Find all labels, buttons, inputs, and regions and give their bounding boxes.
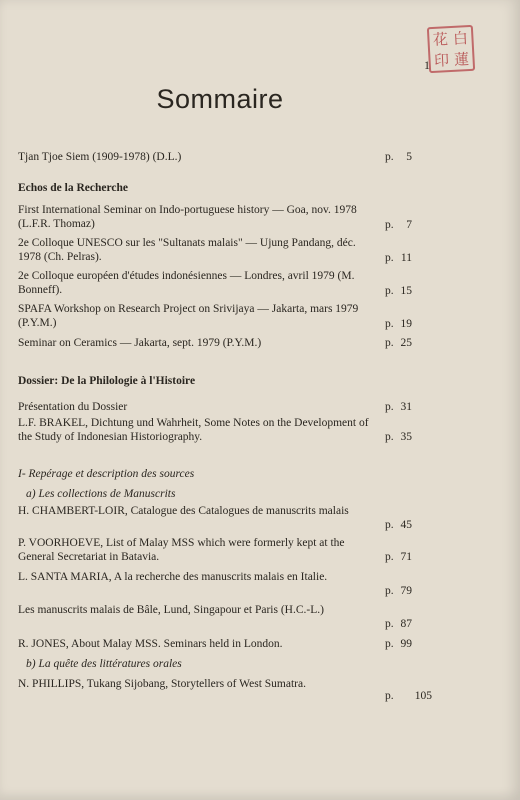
toc-entry-voorhoeve: P. VOORHOEVE, List of Malay MSS which were formerly kept at the General Secretariat in Batavia.: [18, 537, 345, 563]
page-title: Sommaire: [156, 84, 284, 114]
toc-entry-santa-maria: L. SANTA MARIA, A la recherche des manuscrits malais en Italie.: [18, 571, 328, 583]
page-ref: 35: [400, 431, 412, 443]
section-heading-dossier: Dossier: De la Philologie à l'Histoire: [18, 375, 196, 387]
page-ref: 31: [400, 401, 412, 413]
toc-entry-bale-lund: Les manuscrits malais de Bâle, Lund, Singapour et Paris (H.C.-L.): [18, 604, 324, 616]
page-prefix: p.: [385, 519, 394, 531]
page-prefix: p.: [385, 551, 394, 563]
page-prefix: p.: [385, 401, 394, 413]
page-prefix: p.: [385, 219, 394, 231]
page-prefix: p.: [385, 151, 394, 163]
page-prefix: p.: [385, 252, 394, 264]
toc-entry-ceramics-seminar: Seminar on Ceramics — Jakarta, sept. 1979 (P.Y.M.): [18, 337, 262, 349]
toc-entry-phillips: N. PHILLIPS, Tukang Sijobang, Storytellers of West Sumatra.: [18, 678, 306, 690]
page-ref: 25: [400, 337, 412, 349]
stamp-char: 蓮: [453, 49, 470, 69]
toc-entry-unesco-colloque: 2e Colloque UNESCO sur les "Sultanats malais" — Ujung Pandang, déc. 1978 (Ch. Pelras).: [18, 237, 356, 263]
page-prefix: p.: [385, 690, 394, 702]
page-ref: 7: [406, 219, 412, 231]
stamp-char: 花: [432, 29, 449, 49]
page-ref: 45: [400, 519, 412, 531]
subsection-heading-manuscrits: a) Les collections de Manuscrits: [26, 488, 176, 500]
subsection-heading-orales: b) La quête des littératures orales: [26, 658, 182, 670]
page-ref: 105: [414, 690, 432, 702]
toc-entry-tjan-tjoe-siem: Tjan Tjoe Siem (1909-1978) (D.L.): [18, 151, 182, 163]
seal-stamp: [427, 25, 475, 73]
page-ref: 79: [400, 585, 412, 597]
stamp-char: 白: [452, 28, 469, 48]
stamp-char: 印: [433, 50, 450, 70]
page-ref: 99: [400, 638, 412, 650]
section-heading-echos: Echos de la Recherche: [18, 182, 128, 194]
page-prefix: p.: [385, 285, 394, 297]
page-ref: 19: [400, 318, 412, 330]
page-number: 1: [424, 58, 430, 72]
toc-entry-chambert-loir: H. CHAMBERT-LOIR, Catalogue des Catalogues de manuscrits malais: [18, 505, 349, 517]
toc-entry-brakel: L.F. BRAKEL, Dichtung und Wahrheit, Some Notes on the Development of the Study of Indonesian Historiography.: [18, 417, 369, 443]
page-ref: 5: [406, 151, 412, 163]
page-prefix: p.: [385, 618, 394, 630]
page-ref: 15: [400, 285, 412, 297]
page-ref: 11: [400, 252, 412, 264]
page-ref: 71: [400, 551, 412, 563]
page-prefix: p.: [385, 337, 394, 349]
page-prefix: p.: [385, 431, 394, 443]
toc-entry-jones: R. JONES, About Malay MSS. Seminars held in London.: [18, 638, 283, 650]
page-prefix: p.: [385, 585, 394, 597]
toc-entry-londres-colloque: 2e Colloque européen d'études indonésiennes — Londres, avril 1979 (M. Bonneff).: [18, 270, 355, 296]
page-prefix: p.: [385, 318, 394, 330]
page-prefix: p.: [385, 638, 394, 650]
subsection-heading-sources: I- Repérage et description des sources: [18, 468, 195, 480]
page-ref: 87: [400, 618, 412, 630]
toc-entry-goa-seminar: First International Seminar on Indo-portuguese history — Goa, nov. 1978 (L.F.R. Thomaz): [18, 204, 357, 230]
toc-entry-presentation: Présentation du Dossier: [18, 401, 128, 413]
toc-entry-spafa-workshop: SPAFA Workshop on Research Project on Srivijaya — Jakarta, mars 1979 (P.Y.M.): [18, 303, 359, 329]
